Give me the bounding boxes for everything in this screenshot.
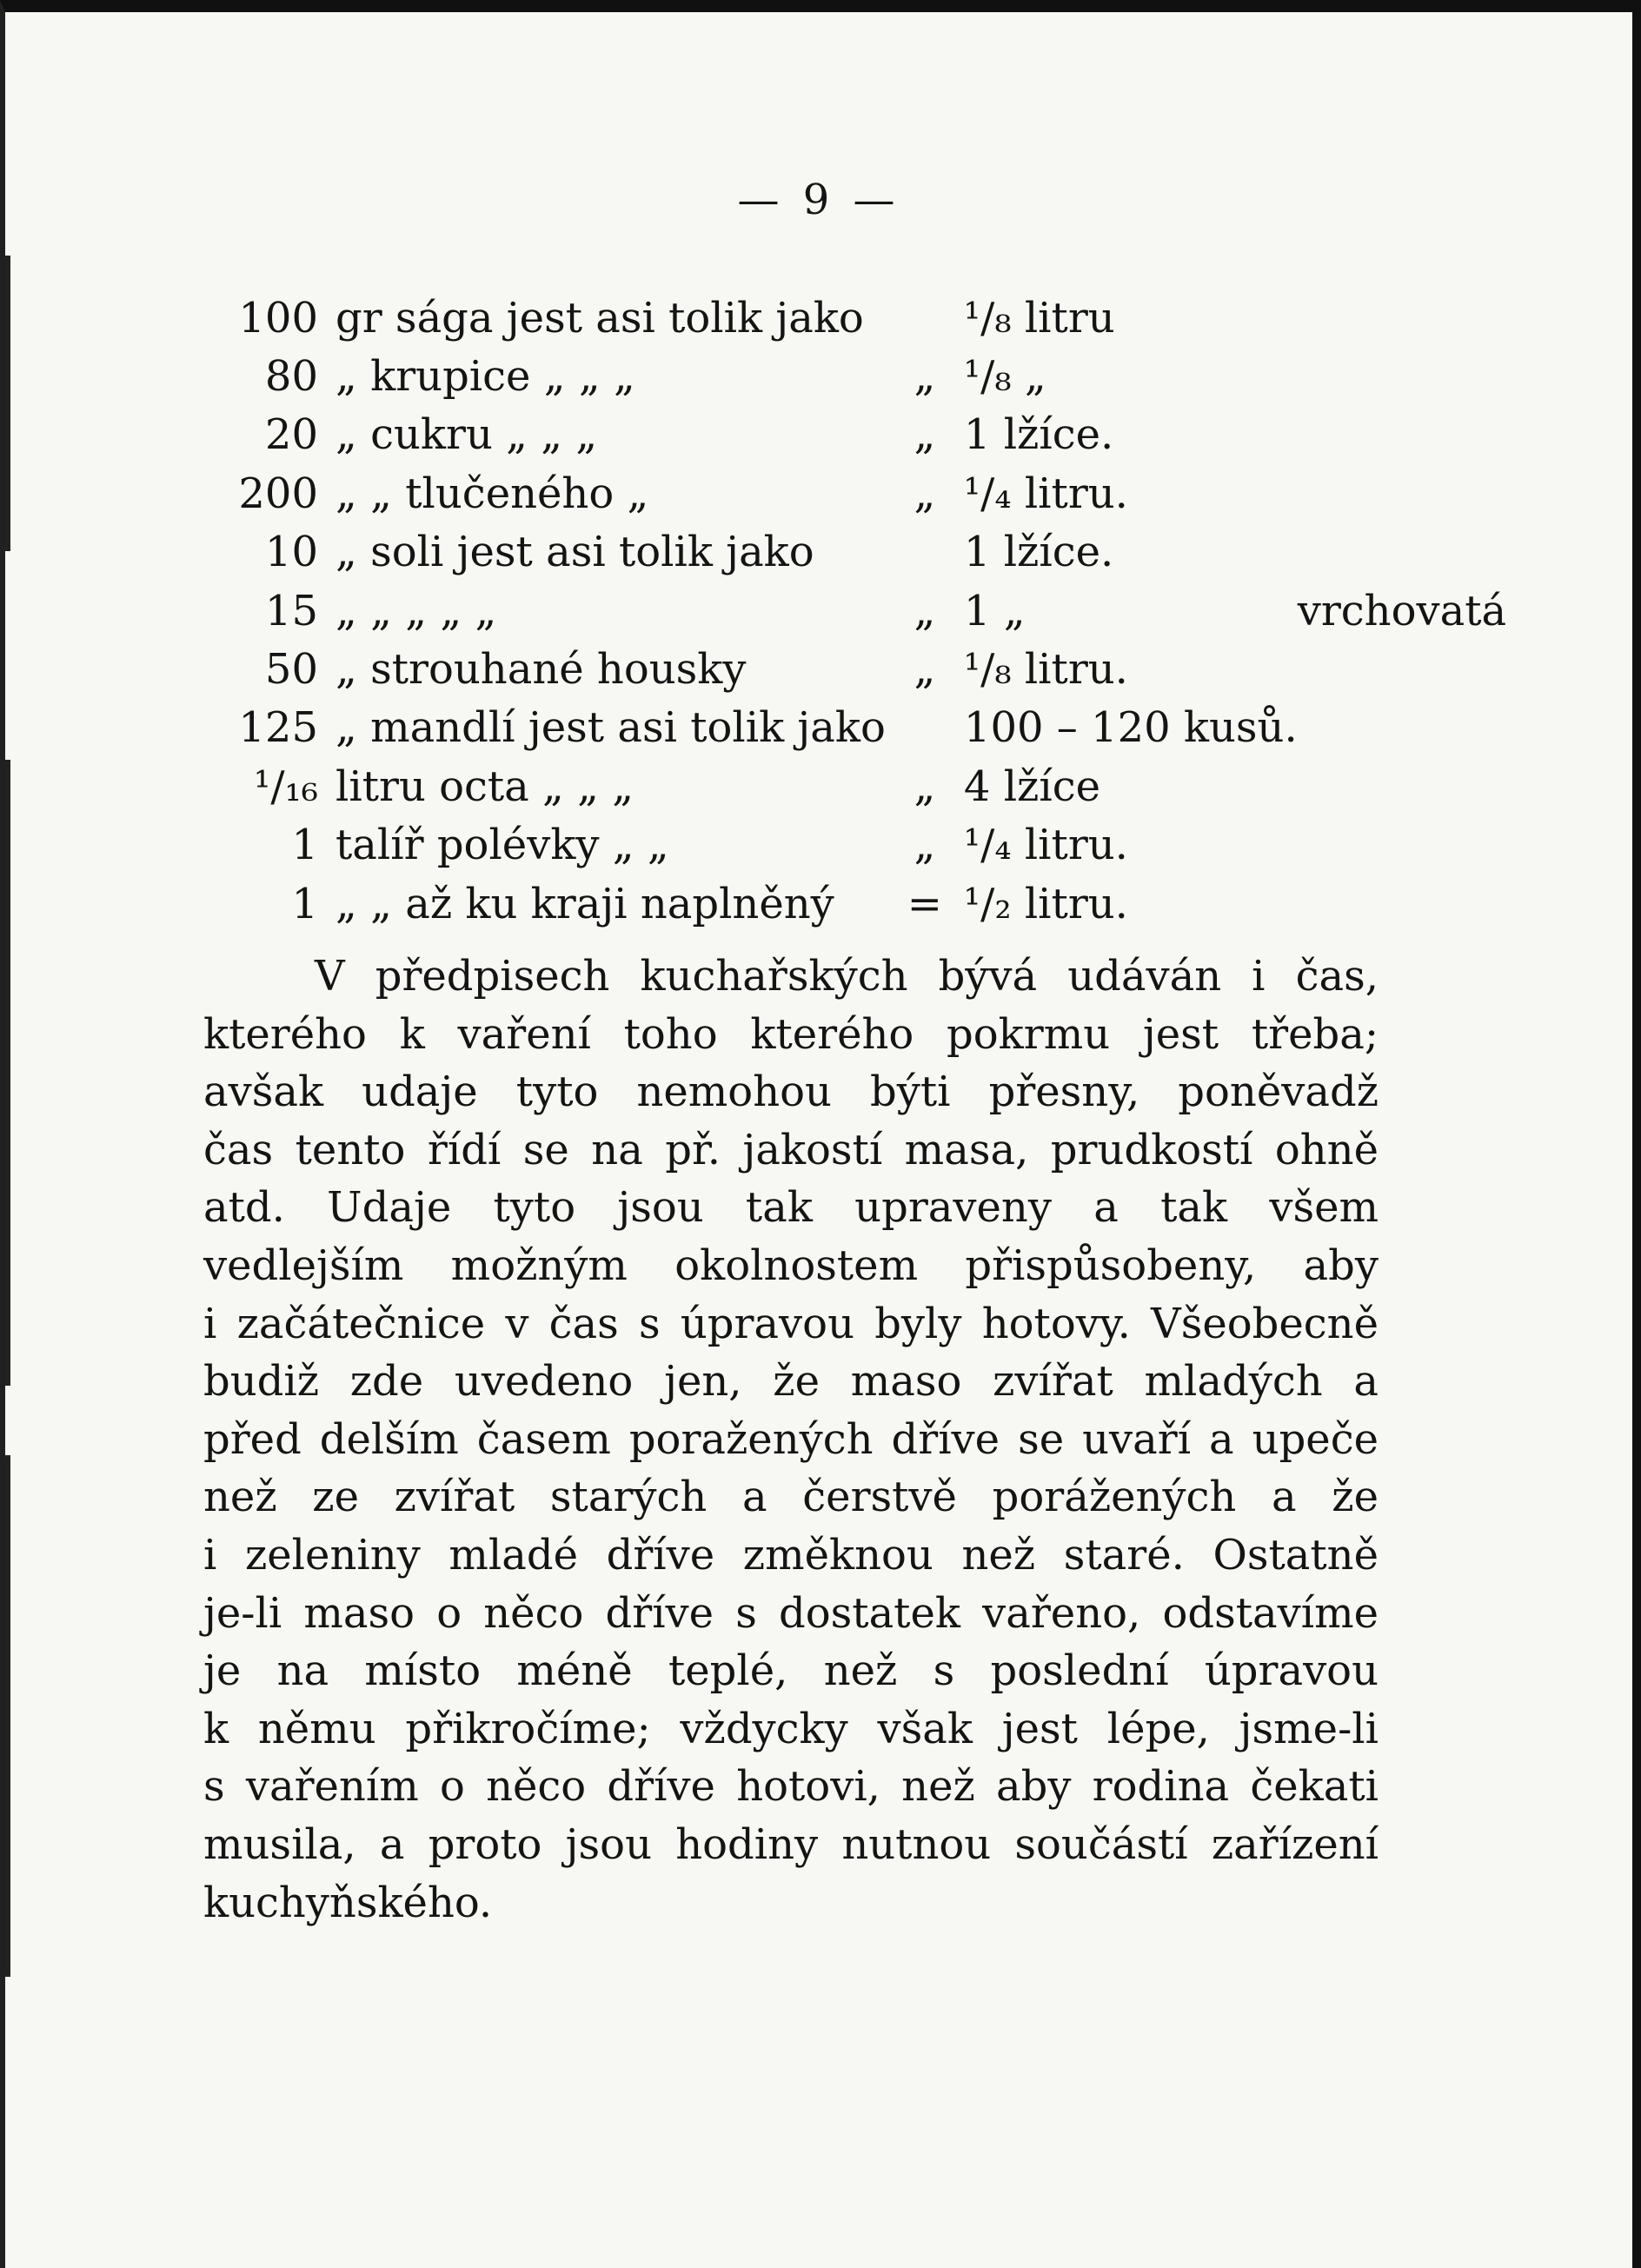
body-paragraph [203,948,1379,1932]
measure-ditto: „ [914,469,936,518]
measure-item: „ mandlí jest asi tolik jako [336,703,886,753]
measure-ditto [886,523,964,582]
paragraph-line: avšak udaje tyto nemohou býti přesny, poněvadž [203,1067,1379,1117]
paragraph-line: i začátečnice v čas s úpravou byly hotovy. Všeobecně [203,1299,1379,1348]
measure-quantity: 125 [238,703,318,753]
measure-row [205,816,1558,875]
measure-value: 4 lžíce [963,762,1100,811]
measure-value: 100 – 120 kusů. [963,703,1298,753]
measure-value: ¹/₈ litru. [963,645,1128,695]
measure-item: „ strouhané housky [336,645,747,695]
measure-note [1298,406,1558,464]
measure-row [205,464,1558,522]
measure-ditto [886,289,964,347]
measure-note [1298,699,1558,757]
measure-value: ¹/₈ litru [963,293,1115,343]
measure-row [205,757,1558,815]
paragraph-line: k němu přikročíme; vždycky však jest lépe, jsme-li [203,1704,1379,1753]
measure-value: 1 „ [963,586,1026,635]
measure-item: „ cukru „ „ „ [336,410,598,460]
paragraph-line: atd. Udaje tyto jsou tak upraveny a tak všem [203,1183,1379,1233]
measure-note [1298,875,1558,933]
measure-ditto: „ [914,410,936,460]
paragraph-line: je na místo méně teplé, než s poslední úpravou [203,1646,1379,1696]
paragraph-line: kuchyňského. [203,1878,493,1927]
measure-row [205,347,1558,405]
measure-note [1298,757,1558,815]
measure-row [205,406,1558,464]
measure-note [1298,347,1558,405]
measure-value: ¹/₂ litru. [963,879,1128,928]
paragraph-line: musila, a proto jsou hodiny nutnou součástí zařízení [203,1819,1379,1869]
measure-row [205,523,1558,582]
measure-ditto [886,699,964,757]
measure-item: talíř polévky „ „ [336,821,669,870]
measure-row [205,582,1558,640]
measure-note [1298,464,1558,522]
measure-item: „ krupice „ „ „ [336,352,635,402]
paragraph-line: budiž zde uvedeno jen, že maso zvířat mladých a [203,1357,1379,1407]
measure-ditto: „ [914,821,936,870]
page-number: — 9 — [737,176,900,224]
measure-ditto: = [907,879,943,928]
paragraph-line: před delším časem poražených dříve se uvaří a upeče [203,1414,1379,1464]
measure-ditto: „ [914,586,936,635]
measure-item: „ „ až ku kraji naplněný [336,879,834,928]
measure-row [205,875,1558,933]
measures-table [205,289,1558,933]
measure-quantity: 1 [291,879,318,928]
measure-item: „ soli jest asi tolik jako [336,528,814,577]
measure-ditto: „ [914,645,936,695]
measure-ditto: „ [914,352,936,402]
page-edge-shadow [5,256,10,551]
measure-quantity: ¹/₁₆ [254,762,318,811]
paragraph-line: čas tento řídí se na př. jakostí masa, prudkostí ohně [203,1125,1379,1174]
measure-note [1298,816,1558,875]
measure-item: gr sága jest asi tolik jako [336,293,864,343]
paragraph-line: kterého k vaření toho kterého pokrmu jest třeba; [203,1009,1379,1059]
measure-value: 1 lžíce. [963,528,1114,577]
paragraph-line: je-li maso o něco dříve s dostatek vařeno, odstavíme [203,1588,1379,1638]
measure-value: ¹/₈ „ [963,352,1046,402]
measure-row [205,699,1558,757]
measure-quantity: 50 [264,645,318,695]
measure-quantity: 100 [238,293,318,343]
measure-item: „ „ „ „ „ [336,586,497,635]
paragraph-line: V předpisech kuchařských bývá udáván i čas, [315,952,1379,1001]
measure-quantity: 10 [264,528,318,577]
measure-quantity: 200 [238,469,318,518]
measure-note [1298,523,1558,582]
measure-quantity: 15 [264,586,318,635]
measure-row [205,289,1558,347]
measure-quantity: 80 [264,352,318,402]
measure-value: ¹/₄ litru. [963,821,1128,870]
measure-row [205,640,1558,698]
page-edge-shadow [5,1455,10,1977]
measure-quantity: 1 [291,821,318,870]
measure-value: ¹/₄ litru. [963,469,1128,518]
measure-note [1298,289,1558,347]
measure-item: „ „ tlučeného „ [336,469,649,518]
paragraph-line: i zeleniny mladé dříve změknou než staré. Ostatně [203,1530,1379,1580]
measure-quantity: 20 [264,410,318,460]
paragraph-line: vedlejším možným okolnostem přispůsobeny, aby [203,1240,1379,1290]
measure-note: vrchovatá [1297,586,1507,635]
paragraph-line: než ze zvířat starých a čerstvě porážených a že [203,1473,1379,1522]
measure-item: litru octa „ „ „ [336,762,634,811]
page-edge-shadow [5,951,10,1386]
measure-note [1298,640,1558,698]
measure-value: 1 lžíce. [963,410,1114,460]
paragraph-line: s vařením o něco dříve hotovi, než aby rodina čekati [203,1762,1379,1812]
measure-ditto: „ [914,762,936,811]
